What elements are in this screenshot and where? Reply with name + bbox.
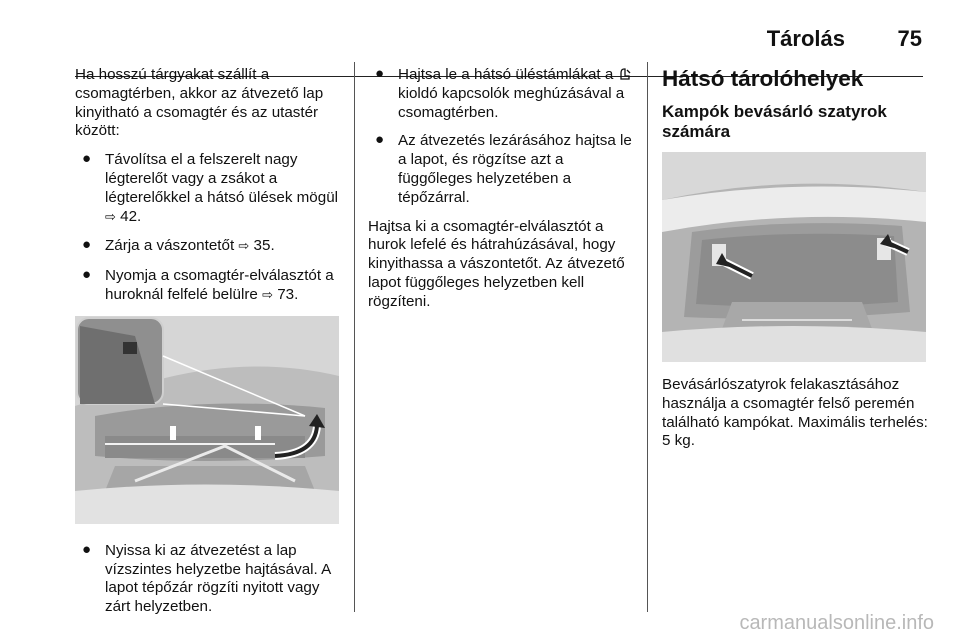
column-3	[662, 66, 928, 461]
bullet-list-1	[75, 151, 343, 306]
bullet-list-3	[368, 66, 636, 208]
list-item: ● Nyissa ki az átvezetést a lap vízszintes helyzetbe hajtásával. A lapot tépőzár rögzíti nyitott vagy zárt helyzetben.	[82, 540, 331, 616]
page-header	[0, 26, 960, 56]
list-item: ● Zárja a vászontetőt ⇨ 35.	[82, 236, 275, 255]
watermark: carmanualsonline.info	[739, 612, 934, 634]
trunk-passthrough-illustration	[75, 316, 339, 524]
page-number: 75	[897, 26, 922, 51]
section-title: Tárolás	[766, 26, 845, 51]
seat-release-icon	[618, 67, 632, 81]
column-divider-2	[647, 62, 648, 612]
page-ref-link[interactable]: 73.	[277, 285, 299, 303]
section-heading: Hátsó tárolóhelyek	[662, 66, 864, 91]
bullet-icon: ●	[375, 131, 385, 149]
bullet-icon: ●	[375, 65, 385, 82]
list-item: ● Nyomja a csomagtér-elválasztót a huroknál felfelé belülre ⇨ 73.	[82, 266, 334, 303]
bullet-icon: ●	[82, 266, 92, 284]
page-ref-link[interactable]: 42.	[120, 207, 142, 225]
shopping-bag-hooks-illustration	[662, 152, 926, 362]
column-divider-1	[354, 62, 355, 612]
list-item: ● Hajtsa le a hátsó üléstámlákat a kioldó kapcsolók meghúzásával a csomagtérben.	[368, 66, 636, 122]
bullet-icon: ●	[82, 150, 92, 168]
intro-paragraph: Ha hosszú tárgyakat szállít a csomagtérben, akkor az átvezető lap kinyitható a csomagtér és az utastér között:	[75, 66, 324, 140]
column-2	[368, 66, 636, 322]
bullet-list-2	[75, 542, 343, 617]
column-1	[75, 66, 343, 627]
paragraph: Hajtsa ki a csomagtér-elválasztót a hurok lefelé és hátrahúzásával, hogy kinyithassa a vászontetőt. Az átvezető lapot függőleges helyzetben kell rögzíteni.	[368, 217, 625, 310]
page-ref-link[interactable]: 35.	[253, 237, 275, 255]
list-item: ● Távolítsa el a felszerelt nagy légterelőt vagy a zsákot a légterelőkkel a hátsó ülések mögül ⇨ 42.	[82, 150, 339, 225]
list-item: ● Az átvezetés lezárásához hajtsa le a lapot, és rögzítse azt a függőleges helyzetében a tépőzárral.	[375, 131, 632, 206]
paragraph: Bevásárlószatyrok felakasztásához használja a csomagtér felső peremén található kampókat. Maximális terhelés: 5 kg.	[662, 376, 928, 450]
bullet-icon: ●	[82, 236, 92, 254]
subsection-heading: Kampók bevásárló szatyrok számára	[662, 102, 887, 141]
page-ref-icon: ⇨	[105, 209, 116, 225]
page-ref-icon: ⇨	[262, 287, 273, 303]
bullet-icon: ●	[82, 540, 92, 558]
page-ref-icon: ⇨	[238, 239, 250, 255]
